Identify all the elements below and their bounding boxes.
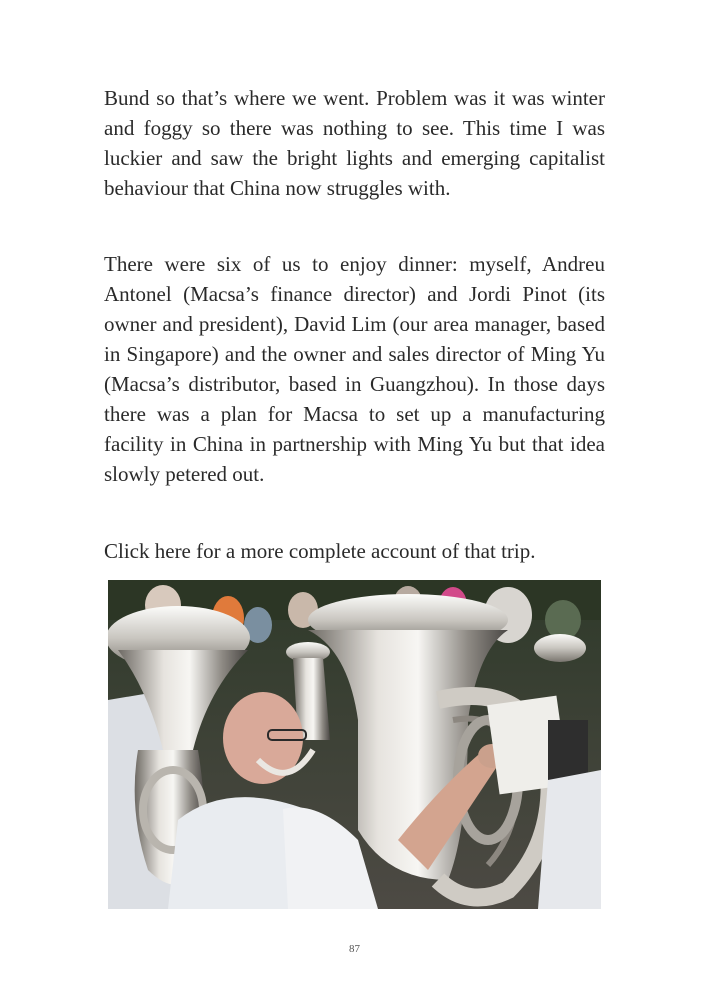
- body-paragraph-2: [104, 249, 605, 489]
- paragraph-text: Bund so that’s where we went. Problem was it was winter and foggy so there was nothing to see. This time I was luckier and saw the bright lights and emerging capitalist behaviour that China now struggles with.: [104, 86, 605, 200]
- brass-band-photo: [108, 580, 601, 909]
- body-paragraph-1: [104, 83, 605, 203]
- trip-link-text[interactable]: Click here for a more complete account of that trip.: [104, 539, 536, 563]
- body-paragraph-3: [104, 536, 605, 566]
- page-number: 87: [349, 943, 360, 955]
- paragraph-text: There were six of us to enjoy dinner: myself, Andreu Antonel (Macsa’s finance director) and Jordi Pinot (its owner and president), David Lim (our area manager, based in Singapore) and the owner and sales director of Ming Yu (Macsa’s distributor, based in Guangzhou). In those days there was a plan for Macsa to set up a manufacturing facility in China in partnership with Ming Yu but that idea slowly petered out.: [104, 252, 605, 486]
- brass-band-illustration: [108, 580, 601, 909]
